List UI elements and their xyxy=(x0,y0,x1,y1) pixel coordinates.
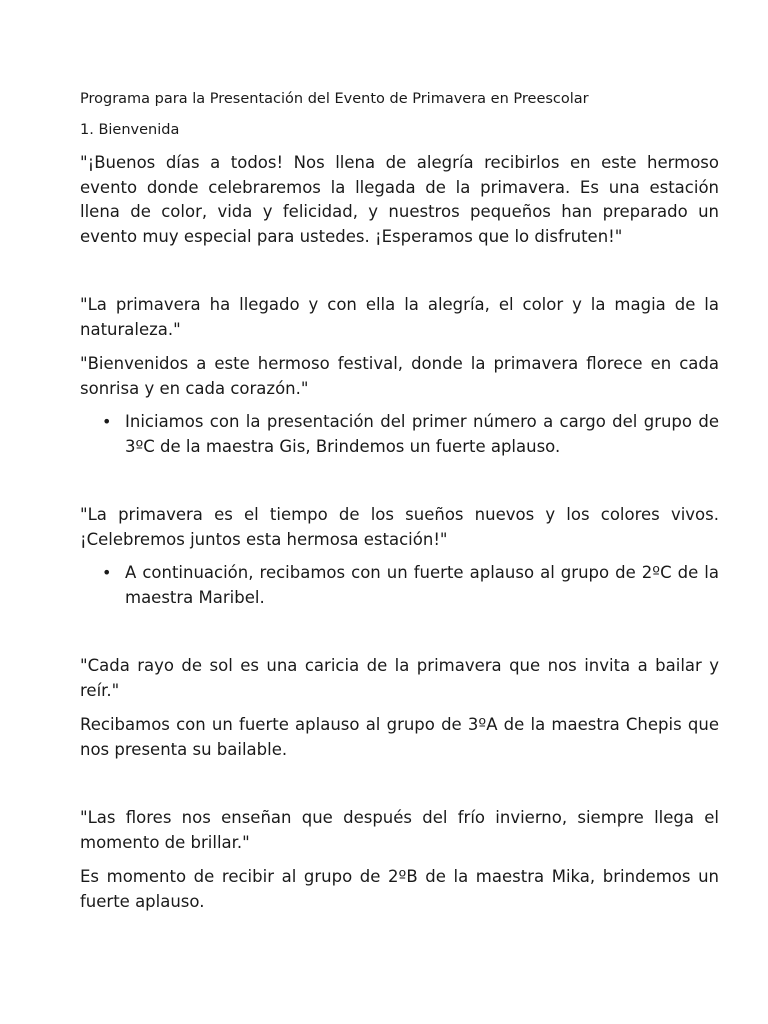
list-item-text: A continuación, recibamos con un fuerte aplauso al grupo de 2ºC de la maestra Maribel. xyxy=(125,563,719,607)
list-item-text: Iniciamos con la presentación del primer número a cargo del grupo de 3ºC de la maestra Gis, Brindemos un fuerte aplauso. xyxy=(125,412,719,456)
bullet-icon: • xyxy=(102,412,112,431)
bullet-list-2 xyxy=(80,561,719,610)
bullet-list-1 xyxy=(80,410,719,459)
bullet-icon: • xyxy=(102,563,112,582)
quote-paragraph-3: "La primavera es el tiempo de los sueños nuevos y los colores vivos. ¡Celebremos juntos esta hermosa estación!" xyxy=(80,505,719,549)
intro-paragraph-3a: Recibamos con un fuerte aplauso al grupo de 3ºA de la maestra Chepis que nos presenta su bailable. xyxy=(80,715,719,759)
list-item xyxy=(102,561,719,610)
quote-paragraph-2: "Bienvenidos a este hermoso festival, donde la primavera florece en cada sonrisa y en cada corazón." xyxy=(80,354,719,398)
welcome-paragraph: "¡Buenos días a todos! Nos llena de alegría recibirlos en este hermoso evento donde celebraremos la llegada de la primavera. Es una estación llena de color, vida y felicidad, y nuestros pequeños han preparado un evento muy especial para ustedes. ¡Esperamos que lo disfruten!" xyxy=(80,153,719,246)
quote-paragraph-4: "Cada rayo de sol es una caricia de la primavera que nos invita a bailar y reír." xyxy=(80,656,719,700)
list-item xyxy=(102,410,719,459)
quote-paragraph-5: "Las flores nos enseñan que después del frío invierno, siempre llega el momento de brillar." xyxy=(80,808,719,852)
document-title: Programa para la Presentación del Evento de Primavera en Preescolar xyxy=(80,91,589,107)
quote-paragraph-1: "La primavera ha llegado y con ella la alegría, el color y la magia de la naturaleza." xyxy=(80,295,719,339)
section-heading-bienvenida: 1. Bienvenida xyxy=(80,122,180,138)
intro-paragraph-2b: Es momento de recibir al grupo de 2ºB de la maestra Mika, brindemos un fuerte aplauso. xyxy=(80,867,719,911)
